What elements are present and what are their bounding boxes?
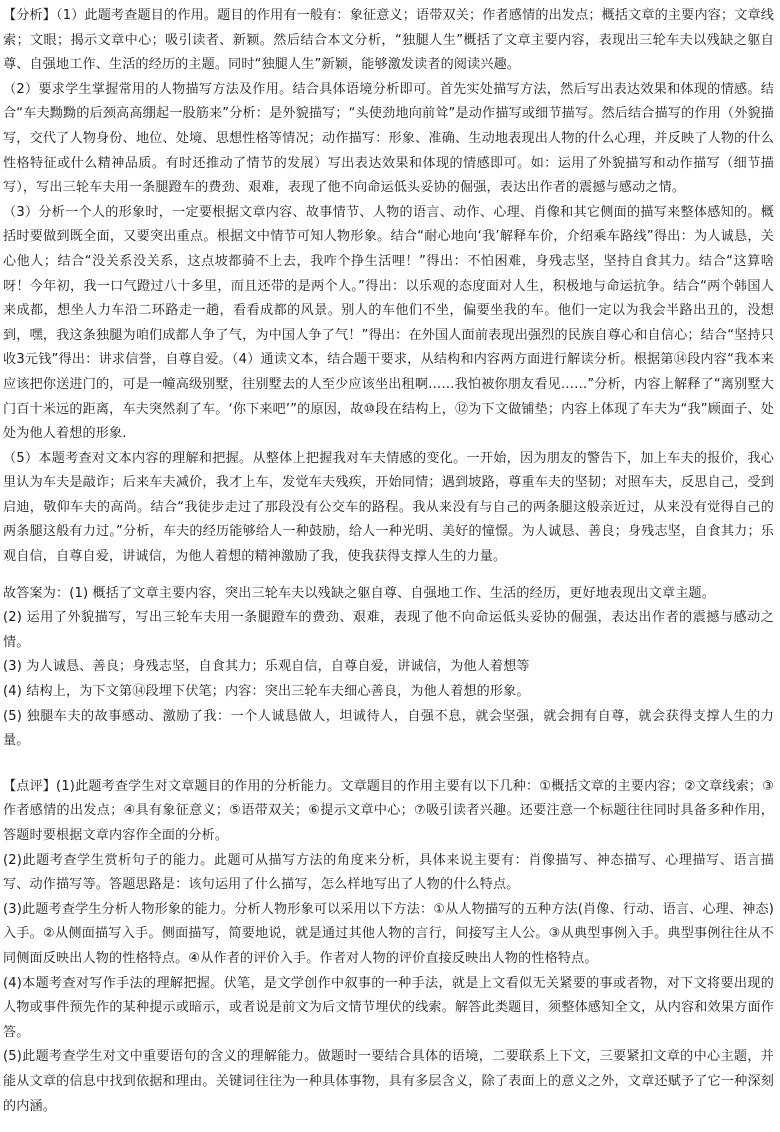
comment-paragraph-1: 【点评】(1)此题考查学生对文章题目的作用的分析能力。文章题目的作用主要有以下几种：①概括文章的主要内容；②文章线索；③作者感情的出发点；④具有象征意义；⑤语带双关；⑥提示文章中心；⑦吸引读者兴趣。还要注意一个标题往往同时具备多种作用，答题时要根据文章内容作全面的分析。 [3, 778, 774, 843]
comment-section [3, 775, 774, 1119]
comment-paragraph-3: (3)此题考查学生分析人物形象的能力。分析人物形象可以采用以下方法：①从人物描写的五种方法(肖像、行动、语言、心理、神态)入手。②从侧面描写入手。侧面描写，简要地说，就是通过其他人物的言行，间接写主人公。③从典型事例入手。典型事例往往从不同侧面反映出人物的性格特点。④从作者的评价入手。作者对人物的评价直接反映出人物的性格特点。 [3, 901, 774, 966]
analysis-section [3, 4, 774, 570]
answer-line-5: (5) 独腿车夫的故事感动、激励了我：一个人诚恳做人，坦诚待人，自强不息，就会坚强，就会拥有自尊，就会获得支撑人生的力量。 [3, 708, 774, 749]
answer-section [3, 582, 774, 754]
analysis-paragraph-2: （2）要求学生掌握常用的人物描写方法及作用。结合具体语境分析即可。首先实处描写方法，然后写出表达效果和体现的情感。结合“车夫黝黝的后颈高高绷起一股筋来”分析：是外貌描写；“头使劲地向前耸”是动作描写或细节描写。然后结合描写的作用（外貌描写，交代了人物身份、地位、处境、思想性格等情况；动作描写：形象、准确、生动地表现出人物的什么心理，并反映了人物的什么性格特征或什么精神品质。有时还推动了情节的发展）写出表达效果和体现的情感即可。如：运用了外貌描写和动作描写（细节描写），写出三轮车夫用一条腿蹬车的费劲、艰难，表现了他不向命运低头妥协的倔强，表达出作者的震撼与感动之情。 [3, 81, 774, 196]
analysis-paragraph-3: （3）分析一个人的形象时，一定要根据文章内容、故事情节、人物的语言、动作、心理、肖像和其它侧面的描写来整体感知的。概括时要做到既全面，又要突出重点。根据文中情节可知人物形象。结合“耐心地向‘我’解释车价，介绍乘车路线”得出：为人诚恳，关心他人；结合“没关系没关系，这点坡都骑不上去，我咋个挣生活哩！”得出：不怕困难，身残志坚，坚持自食其力。结合“这算啥呀！今年初，我一口气蹬过八十多里，而且还带的是两个人。”得出：以乐观的态度面对人生，积极地与命运抗争。结合“两个韩国人来成都，想坐人力车沿二环路走一趟，看看成都的风景。别人的车他们不坐，偏要坐我的车。他们一定以为我会半路出丑的，没想到，嘿，我这条独腿为咱们成都人争了气，为中国人争了气！”得出：在外国人面前表现出强烈的民族自尊心和自信心；结合“坚持只收3元钱”得出：讲求信誉，自尊自爱。（4）通读文本，结合题干要求，从结构和内容两方面进行解读分析。根据第⑭段内容“我本来应该把你送进门的，可是一幢高级别墅，往别墅去的人至少应该坐出租啊……我怕被你朋友看见……”分析，内容上解释了“离别墅大门百十米远的距离，车夫突然刹了车。‘你下来吧’”的原因，故⑩段在结构上，⑫为下文做铺垫；内容上体现了车夫为“我”顾面子、处处为他人着想的形象. [3, 204, 774, 442]
section-gap [3, 570, 774, 582]
answer-line-3: (3) 为人诚恳、善良；身残志坚，自食其力；乐观自信，自尊自爱，讲诚信，为他人着想等 [3, 659, 530, 675]
comment-paragraph-5: (5)此题考查学生对文中重要语句的含义的理解能力。做题时一要结合具体的语境，二要联系上下文，三要紧扣文章的中心主题，并能从文章的信息中找到依据和理由。关键词往往为一种具体事物，具有多层含义，除了表面上的意义之外，文章还赋予了它一种深刻的内涵。 [3, 1049, 774, 1114]
section-gap [3, 754, 774, 775]
answer-line-4: (4) 结构上，为下文第⑭段埋下伏笔；内容：突出三轮车夫细心善良，为他人着想的形象。 [3, 684, 530, 700]
answer-line-2: (2) 运用了外貌描写，写出三轮车夫用一条腿蹬车的费劲、艰难，表现了他不向命运低头妥协的倔强，表达出作者的震撼与感动之情。 [3, 610, 774, 650]
answer-line-1: 故答案为：(1) 概括了文章主要内容，突出三轮车夫以残缺之躯自尊、自强地工作、生活的经历，更好地表现出文章主题。 [3, 585, 715, 601]
comment-paragraph-2: (2)此题考查学生赏析句子的能力。此题可从描写方法的角度来分析，具体来说主要有：肖像描写、神态描写、心理描写、语言描写、动作描写等。答题思路是：该句运用了什么描写，怎么样地写出了人物的什么特点。 [3, 852, 774, 893]
analysis-paragraph-4: （5）本题考查对文本内容的理解和把握。从整体上把握我对车夫情感的变化。一开始，因为朋友的警告下，加上车夫的报价，我心里认为车夫是敲诈；后来车夫减价，我才上车，发觉车夫残疾，开始同情；遇到坡路，尊重车夫的坚韧；对照车夫，反思自己，受到启迪，敬仰车夫的高尚。结合“我徒步走过了那段没有公交车的路程。我从来没有与自己的两条腿这般亲近过，从来没有觉得自己的两条腿这般有力过。”分析，车夫的经历能够给人一种鼓励，给人一种光明、美好的憧憬。为人诚恳、善良；身残志坚，自食其力；乐观自信，自尊自爱，讲诚信，为他人着想的精神激励了我，使我获得支撑人生的力量。 [3, 450, 774, 565]
analysis-paragraph-1: 【分析】（1）此题考查题目的作用。题目的作用有一般有：象征意义；语带双关；作者感情的出发点；概括文章的主要内容；文章线索；文眼；揭示文章中心；吸引读者、新颖。然后结合本文分析，“独腿人生”概括了文章主要内容，表现出三轮车夫以残缺之躯自尊、自强地工作、生活的经历的主题。同时“独腿人生”新颖，能够激发读者的阅读兴趣。 [3, 8, 774, 73]
comment-paragraph-4: (4)本题考查对写作手法的理解把握。伏笔，是文学创作中叙事的一种手法，就是上文看似无关紧要的事或者物，对下文将要出现的人物或事件预先作的某种提示或暗示，或者说是前文为后文情节埋伏的线索。解答此类题目，须整体感知全文，从内容和效果方面作答。 [3, 975, 774, 1040]
